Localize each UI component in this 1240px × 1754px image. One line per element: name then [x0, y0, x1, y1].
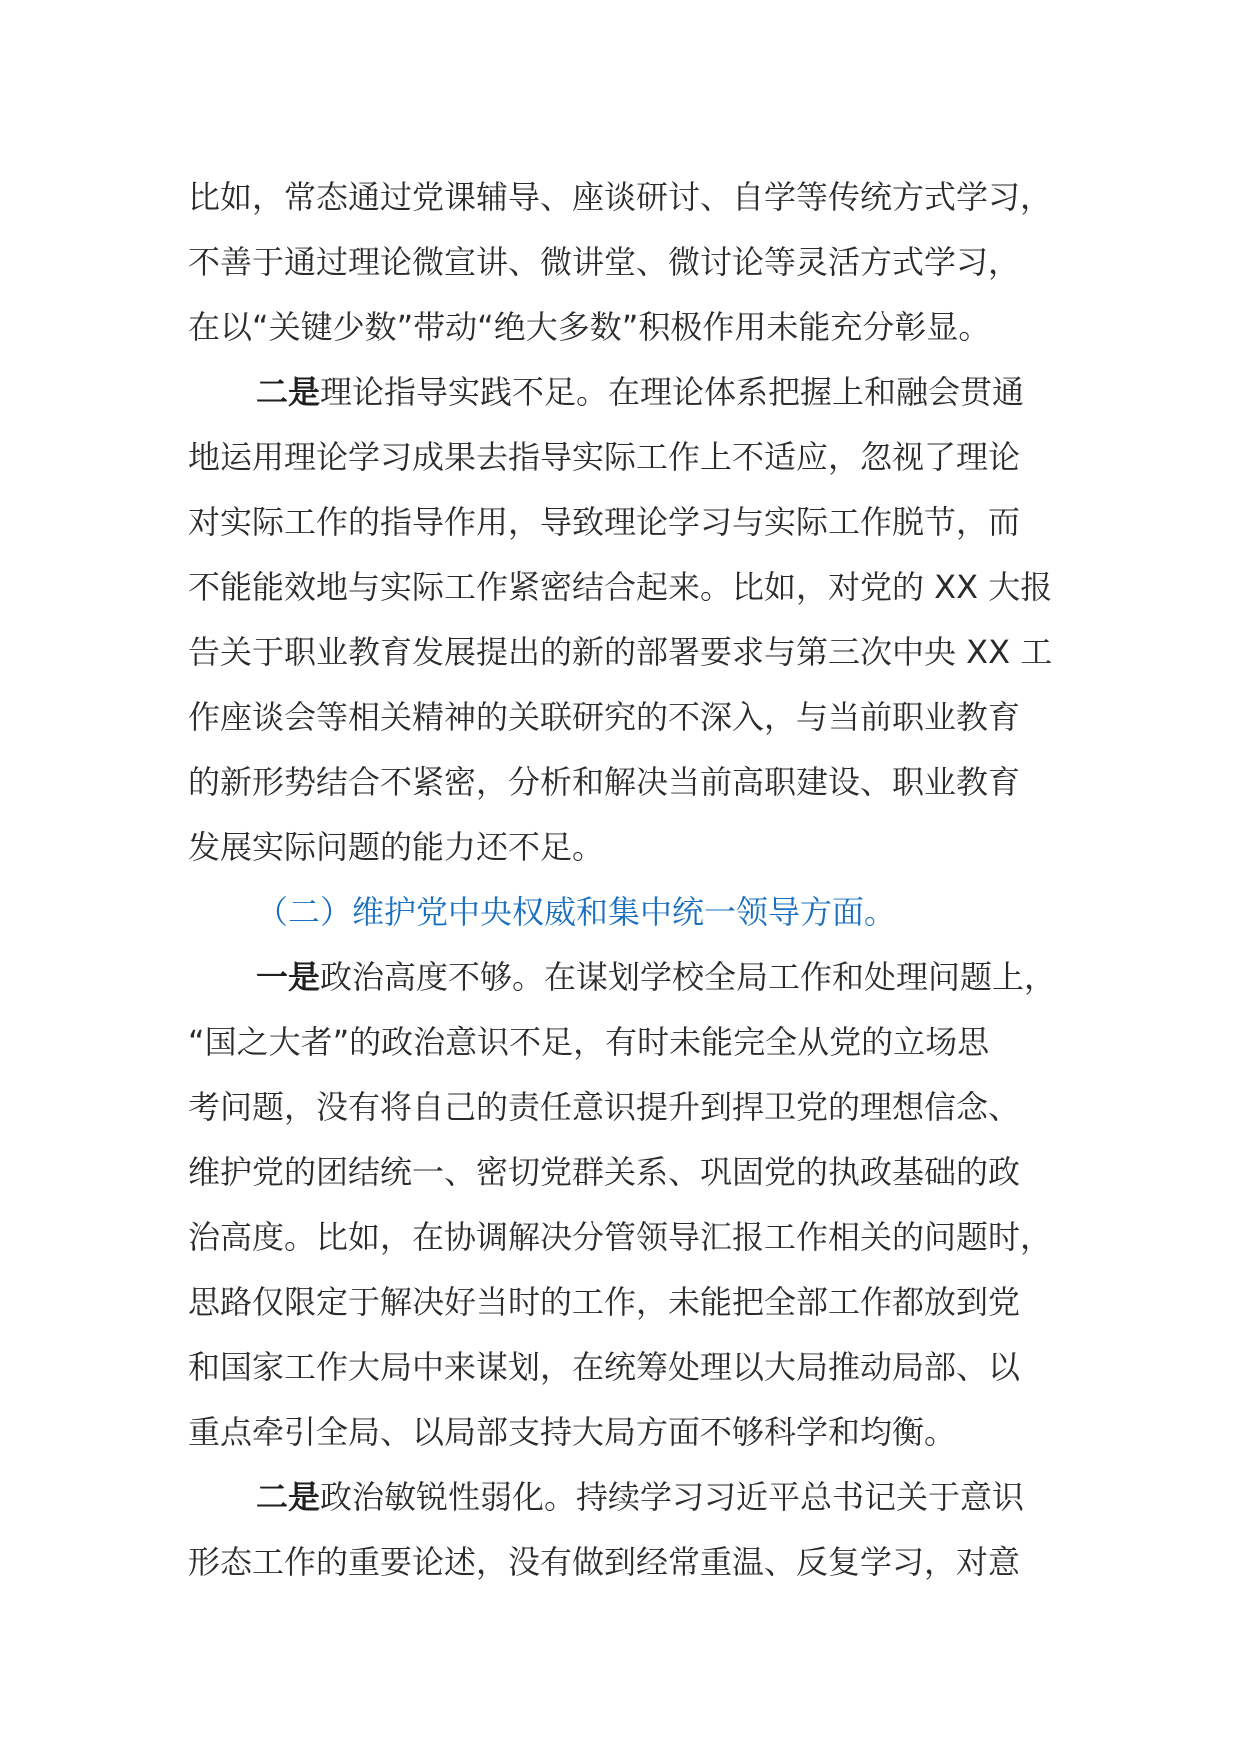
text-line: 治高度。比如，在协调解决分管领导汇报工作相关的问题时， [188, 1218, 1053, 1256]
text-line: 形态工作的重要论述，没有做到经常重温、反复学习，对意 [188, 1543, 1021, 1581]
paragraph-first-line [188, 1465, 1054, 1530]
text-line: 重点牵引全局、以局部支持大局方面不够科学和均衡。 [188, 1413, 957, 1451]
text-line: 比如，常态通过党课辅导、座谈研讨、自学等传统方式学习， [188, 178, 1053, 216]
document-body [188, 165, 1057, 1595]
text-line: 的新形势结合不紧密，分析和解决当前高职建设、职业教育 [188, 763, 1021, 801]
text-line: 在以“关键少数”带动“绝大多数”积极作用未能充分彰显。 [188, 308, 991, 346]
paragraph-lead: 一是 [256, 958, 321, 996]
text-line: 不善于通过理论微宣讲、微讲堂、微讨论等灵活方式学习， [188, 243, 1021, 281]
text-line: 告关于职业教育发展提出的新的部署要求与第三次中央 XX 工 [188, 633, 1053, 671]
paragraph-lead: 二是 [256, 1478, 321, 1516]
paragraph-lead: 二是 [256, 373, 321, 411]
text-line: “国之大者”的政治意识不足，有时未能完全从党的立场思 [188, 1023, 990, 1061]
text-line: 地运用理论学习成果去指导实际工作上不适应，忽视了理论 [188, 438, 1021, 476]
text-line: 作座谈会等相关精神的关联研究的不深入，与当前职业教育 [188, 698, 1021, 736]
text-line: 思路仅限定于解决好当时的工作，未能把全部工作都放到党 [188, 1283, 1021, 1321]
text-line: 考问题，没有将自己的责任意识提升到捍卫党的理想信念、 [188, 1088, 1021, 1126]
section-heading: （二）维护党中央权威和集中统一领导方面。 [256, 893, 897, 931]
paragraph-text: 理论指导实践不足。在理论体系把握上和融会贯通 [320, 373, 1025, 411]
text-line: 发展实际问题的能力还不足。 [188, 828, 605, 866]
paragraph-first-line [188, 945, 1057, 1010]
text-line: 和国家工作大局中来谋划，在统筹处理以大局推动局部、以 [188, 1348, 1021, 1386]
paragraph-first-line [188, 360, 1054, 425]
paragraph-text: 政治敏锐性弱化。持续学习习近平总书记关于意识 [320, 1478, 1025, 1516]
paragraph-text: 政治高度不够。在谋划学校全局工作和处理问题上， [320, 958, 1057, 996]
text-line: 对实际工作的指导作用，导致理论学习与实际工作脱节，而 [188, 503, 1021, 541]
text-line: 不能能效地与实际工作紧密结合起来。比如，对党的 XX 大报 [188, 568, 1053, 606]
text-line: 维护党的团结统一、密切党群关系、巩固党的执政基础的政 [188, 1153, 1021, 1191]
